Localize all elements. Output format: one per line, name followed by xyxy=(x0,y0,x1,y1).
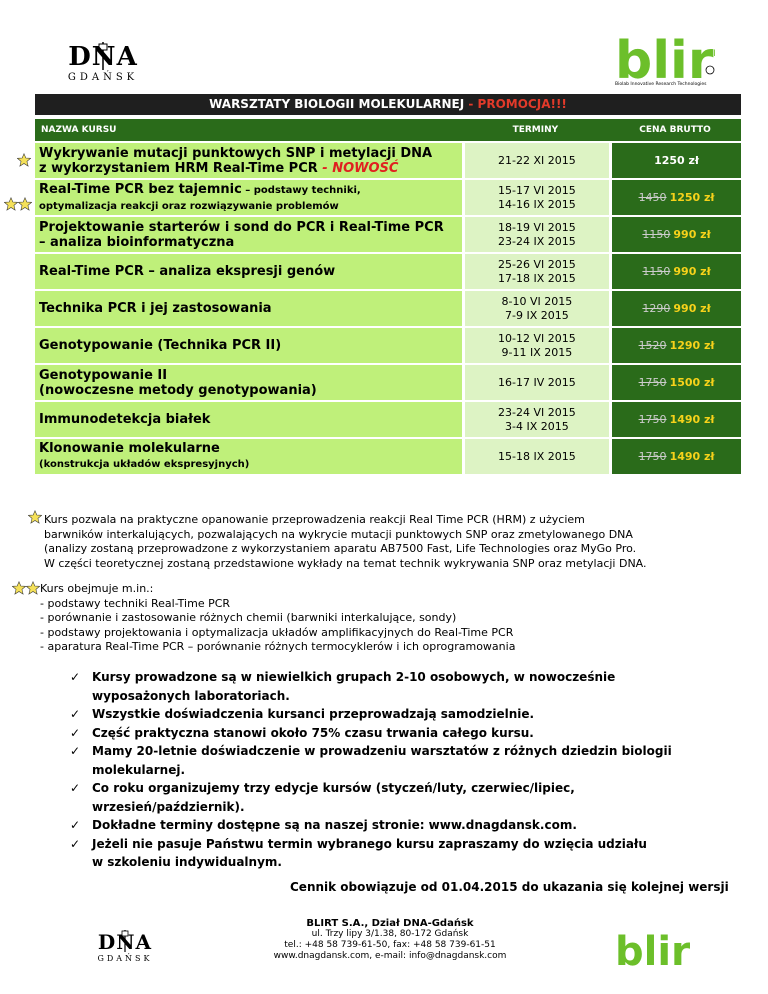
old-price: 1750 xyxy=(638,450,667,463)
course-name xyxy=(35,180,462,215)
star-icon xyxy=(4,197,18,211)
new-price: 1290 zł xyxy=(669,339,715,352)
course-name-line2: optymalizacja reakcji oraz rozwiązywanie problemów xyxy=(39,200,339,212)
course-name-line2: (konstrukcja układów ekspresyjnych) xyxy=(39,459,250,470)
footer-address: ul. Trzy lipy 3/1.38, 80-172 Gdańsk xyxy=(311,929,469,939)
dates-line2: 14-16 IX 2015 xyxy=(498,197,576,211)
dates-line1: 21-22 XI 2015 xyxy=(498,153,576,167)
course-name-line1: Genotypowanie (Technika PCR II) xyxy=(39,338,282,353)
col-header-course: NAZWA KURSU xyxy=(35,119,462,141)
note-line: W części teoretycznej zostaną przedstawione wykłady na temat technik wykrywania SNP oraz metylacji DNA. xyxy=(44,556,647,570)
course-price xyxy=(609,328,741,363)
course-dates xyxy=(462,439,609,474)
course-name-line2: – analiza bioinformatyczna xyxy=(39,234,235,250)
dates-line1: 25-26 VI 2015 xyxy=(498,257,576,271)
course-name xyxy=(35,217,462,252)
check-icon: ✓ xyxy=(70,725,81,740)
dates-line2: 7-9 IX 2015 xyxy=(505,308,569,322)
table-row xyxy=(35,402,741,437)
course-price xyxy=(609,291,741,326)
new-price: 990 zł xyxy=(673,265,711,278)
course-dates xyxy=(462,217,609,252)
course-name-line1: Wykrywanie mutacji punktowych SNP i metylacji DNA xyxy=(39,145,433,161)
dna-logo-subtext: GDAŃSK xyxy=(67,72,139,83)
note-line: barwników interkalujących, pozwalających na wykrycie mutacji punktowych SNP oraz zmetylowanego DNA xyxy=(44,527,633,541)
price: 1250 zł xyxy=(654,154,699,167)
bullet-text: wyposażonych laboratoriach. xyxy=(92,688,290,703)
course-name-line1: Real-Time PCR – analiza ekspresji genów xyxy=(39,264,336,279)
dates-line1: 15-18 IX 2015 xyxy=(498,449,576,463)
header-title: WARSZTATY BIOLOGII MOLEKULARNEJ xyxy=(209,97,465,111)
blirt-logo-graphic xyxy=(615,30,715,82)
new-price: 990 zł xyxy=(673,302,711,315)
dna-logo-text: DNA xyxy=(68,42,138,72)
note-line: Kurs pozwala na praktyczne opanowanie przeprowadzenia reakcji Real Time PCR (HRM) z użyciem xyxy=(44,513,585,526)
old-price: 1150 xyxy=(642,228,671,241)
new-price: 1500 zł xyxy=(669,376,715,389)
course-name xyxy=(35,254,462,289)
dates-line2: 3-4 IX 2015 xyxy=(505,419,569,433)
table-row xyxy=(35,365,741,400)
course-dates xyxy=(462,291,609,326)
dates-line1: 16-17 IV 2015 xyxy=(498,375,576,389)
dna-logo-text: DNA xyxy=(97,930,153,954)
course-name xyxy=(35,291,462,326)
old-price: 1450 xyxy=(638,191,667,204)
dates-line1: 18-19 VI 2015 xyxy=(498,220,576,234)
blirt-logo xyxy=(615,30,715,92)
check-icon: ✓ xyxy=(70,836,81,851)
col-header-price: CENA BRUTTO xyxy=(609,119,741,141)
dna-gdansk-logo-footer xyxy=(90,930,160,970)
course-name-subtitle: – podstawy techniki, xyxy=(241,184,361,196)
course-name xyxy=(35,328,462,363)
table-row xyxy=(35,143,741,178)
header-promo: - PROMOCJA!!! xyxy=(464,97,567,111)
note-line: (analizy zostaną przeprowadzone z wykorzystaniem aparatu AB7500 Fast, Life Technologies oraz MyGo Pro. xyxy=(44,542,637,555)
note-line: - podstawy projektowania i optymalizacja układów amplifikacyjnych do Real-Time PCR xyxy=(40,625,514,639)
list-item xyxy=(60,742,720,779)
star-icon xyxy=(26,581,40,595)
course-name xyxy=(35,365,462,400)
course-name-line1: Genotypowanie II xyxy=(39,367,168,383)
note-line: - aparatura Real-Time PCR – porównanie różnych termocyklerów i ich oprogramowania xyxy=(40,640,516,653)
svg-text:blirt: blir xyxy=(615,929,690,969)
new-price: 990 zł xyxy=(673,228,711,241)
new-price: 1490 zł xyxy=(669,450,715,463)
table-header-row xyxy=(35,119,741,141)
course-name-line1: Klonowanie molekularne xyxy=(39,441,220,456)
footer-company: BLIRT S.A., Dział DNA-Gdańsk xyxy=(306,918,474,929)
course-dates xyxy=(462,254,609,289)
check-icon: ✓ xyxy=(70,781,81,795)
bullet-text: Wszystkie doświadczenia kursanci przeprowadzają samodzielnie. xyxy=(92,707,535,721)
dates-line2: 23-24 IX 2015 xyxy=(498,234,576,248)
new-tag: - NOWOŚĆ xyxy=(317,160,399,176)
list-item xyxy=(60,816,720,835)
course-dates xyxy=(462,365,609,400)
old-price: 1520 xyxy=(638,339,667,352)
bullet-text: Kursy prowadzone są w niewielkich grupach 2-10 osobowych, w nowocześnie xyxy=(92,670,616,684)
table-row xyxy=(35,439,741,474)
star-icon xyxy=(28,510,42,524)
blirt-logo-graphic xyxy=(615,925,690,969)
blirt-logo-footer xyxy=(615,925,690,973)
bullet-text: wrzesień/październik). xyxy=(92,799,245,814)
star-icon xyxy=(18,197,32,211)
course-name-line1: Projektowanie starterów i sond do PCR i Real-Time PCR xyxy=(39,219,444,235)
table-row xyxy=(35,180,741,215)
footer-phone: tel.: +48 58 739-61-50, fax: +48 58 739-61-51 xyxy=(284,940,496,950)
bullet-text: Dokładne terminy dostępne są na naszej stronie: www.dnagdansk.com. xyxy=(92,818,577,832)
footer-contact xyxy=(250,918,530,962)
course-name xyxy=(35,439,462,474)
course-dates xyxy=(462,402,609,437)
course-price xyxy=(609,143,741,178)
course-name-line1: Real-Time PCR bez tajemnic xyxy=(39,181,242,197)
course-dates xyxy=(462,180,609,215)
course-name xyxy=(35,402,462,437)
course-price xyxy=(609,402,741,437)
course-name xyxy=(35,143,462,178)
price-list-validity: Cennik obowiązuje od 01.04.2015 do ukazania się kolejnej wersji xyxy=(290,880,729,894)
check-icon: ✓ xyxy=(70,707,81,721)
table-row xyxy=(35,217,741,252)
table-row xyxy=(35,254,741,289)
dates-line2: 17-18 IX 2015 xyxy=(498,271,576,285)
bullet-text: Jeżeli nie pasuje Państwu termin wybranego kursu zapraszamy do wzięcia udziału xyxy=(92,836,647,851)
dates-line1: 15-17 VI 2015 xyxy=(498,183,576,197)
old-price: 1750 xyxy=(638,413,667,426)
note-line: - porównanie i zastosowanie różnych chemii (barwniki interkalujące, sondy) xyxy=(40,611,457,624)
note-line: - podstawy techniki Real-Time PCR xyxy=(40,596,231,610)
course-name-line2: z wykorzystaniem HRM Real-Time PCR xyxy=(39,160,318,176)
list-item xyxy=(60,779,720,816)
course-name-line2: (nowoczesne metody genotypowania) xyxy=(39,382,317,398)
course-price xyxy=(609,439,741,474)
course-dates xyxy=(462,143,609,178)
footer-web[interactable]: www.dnagdansk.com, e-mail: info@dnagdansk.com xyxy=(273,951,507,961)
dates-line1: 8-10 VI 2015 xyxy=(501,294,573,308)
dates-line1: 23-24 VI 2015 xyxy=(498,405,576,419)
course-price xyxy=(609,365,741,400)
list-item xyxy=(60,835,720,872)
dna-logo-subtext: GDAŃSK xyxy=(97,954,153,963)
dates-line1: 10-12 VI 2015 xyxy=(498,331,576,345)
star-icon xyxy=(12,581,26,595)
new-price: 1250 zł xyxy=(669,191,715,204)
bullet-text: Co roku organizujemy trzy edycje kursów (styczeń/luty, czerwiec/lipiec, xyxy=(92,781,575,795)
bullet-text: w szkoleniu indywidualnym. xyxy=(92,855,282,869)
dates-line2: 9-11 IX 2015 xyxy=(501,345,573,359)
course-name-line1: Technika PCR i jej zastosowania xyxy=(39,301,272,316)
list-item xyxy=(60,668,720,705)
page-header-bar xyxy=(35,94,741,115)
old-price: 1750 xyxy=(638,376,667,389)
course-price xyxy=(609,217,741,252)
svg-text:blirt: blir xyxy=(615,31,714,82)
check-icon: ✓ xyxy=(70,818,81,832)
blirt-tagline: Biolab Innovative Research Technologies xyxy=(615,82,707,87)
course-dates xyxy=(462,328,609,363)
course-name-line1: Immunodetekcja białek xyxy=(39,412,211,427)
table-row xyxy=(35,291,741,326)
old-price: 1290 xyxy=(642,302,671,315)
info-bullet-list xyxy=(60,668,720,872)
note-line: Kurs obejmuje m.in.: xyxy=(40,582,154,595)
bullet-text: Mamy 20-letnie doświadczenie w prowadzeniu warsztatów z różnych dziedzin biologii xyxy=(92,744,672,758)
check-icon: ✓ xyxy=(70,744,81,758)
list-item xyxy=(60,705,720,724)
dna-gdansk-logo xyxy=(58,42,148,90)
bullet-text: Część praktyczna stanowi około 75% czasu trwania całego kursu. xyxy=(92,725,534,740)
course-price xyxy=(609,180,741,215)
new-price: 1490 zł xyxy=(669,413,715,426)
check-icon: ✓ xyxy=(70,670,81,684)
note-hrm-course xyxy=(44,513,744,571)
star-icon xyxy=(17,153,31,167)
old-price: 1150 xyxy=(642,265,671,278)
course-table xyxy=(35,117,741,476)
note-realtime-course xyxy=(40,582,640,655)
table-row xyxy=(35,328,741,363)
col-header-dates: TERMINY xyxy=(462,119,609,141)
bullet-text: molekularnej. xyxy=(92,762,186,777)
list-item xyxy=(60,724,720,743)
course-price xyxy=(609,254,741,289)
